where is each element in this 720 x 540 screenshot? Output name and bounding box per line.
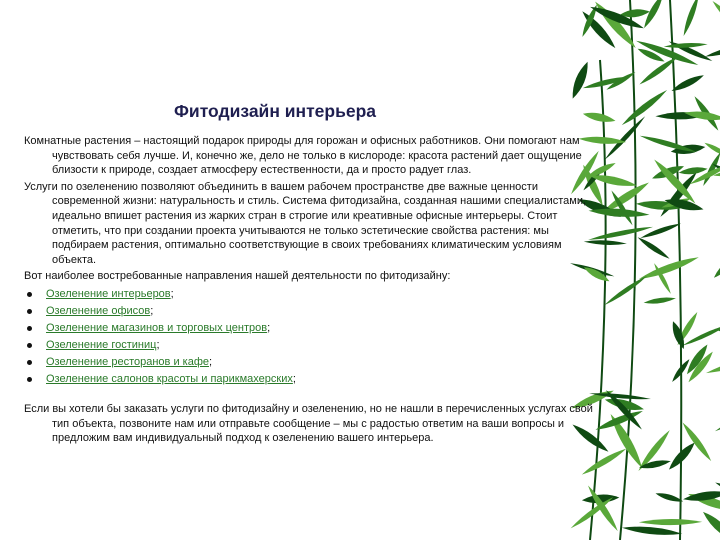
list-item-suffix: ; — [292, 372, 296, 385]
bamboo-leaf — [655, 491, 684, 504]
bamboo-leaf — [640, 221, 682, 240]
bamboo-leaf — [681, 0, 701, 37]
paragraph-plants: Комнатные растения – настоящий подарок природы для горожан и офисных работников. Они помогают нам чувствовать себя лучше. И, конечно же, дело не только в кислороде: красота растений дает ощущение близости к природе, создает атмосферу естественности, да и просто радует глаз. — [24, 135, 582, 177]
service-link-hotels[interactable]: Озеленение гостиниц — [46, 338, 157, 351]
services-intro: Вот наиболее востребованные направления нашей деятельности по фитодизайну: — [24, 270, 451, 283]
list-item-suffix: ; — [267, 321, 271, 334]
bamboo-leaf — [704, 42, 720, 59]
services-list — [24, 286, 604, 388]
list-item — [24, 286, 604, 303]
list-item — [24, 371, 604, 388]
service-link-restaurants[interactable]: Озеленение ресторанов и кафе — [46, 355, 209, 368]
bamboo-leaf — [641, 0, 666, 30]
bamboo-leaf — [710, 0, 720, 32]
service-link-shops[interactable]: Озеленение магазинов и торговых центров — [46, 321, 268, 334]
bamboo-leaf — [700, 509, 720, 540]
service-link-interiors[interactable]: Озеленение интерьеров — [46, 287, 171, 300]
paragraph-services: Услуги по озеленению позволяют объединить в вашем рабочем пространстве две важные ценности современной жизни: натуральность и стиль. Система фитодизайна, созданная нашими специалистами, идеально впишет растения из жарких стран в строгие или креативные офисные интерьеры. Стоит отметить, что при создании проекта учитываются не только эстетические свойства растения: мы подбираем растения, оптимально соответствующие в своих требованиях климатическим условиям объекта. — [24, 180, 587, 266]
bamboo-leaf — [569, 60, 592, 100]
bamboo-leaf — [580, 446, 628, 477]
list-item — [24, 320, 604, 337]
bullet-icon — [27, 343, 32, 348]
bullet-icon — [27, 292, 32, 297]
bamboo-leaf — [643, 296, 676, 306]
bamboo-leaf — [603, 274, 649, 307]
bullet-icon — [27, 377, 32, 382]
content-area — [24, 100, 604, 448]
bamboo-leaf — [620, 87, 669, 127]
bullet-icon — [27, 309, 32, 314]
bamboo-leaf — [639, 519, 702, 525]
spacer — [24, 388, 604, 402]
list-item-suffix: ; — [150, 304, 154, 317]
service-link-offices[interactable]: Озеленение офисов — [46, 304, 151, 317]
bullet-icon — [27, 326, 32, 331]
list-item — [24, 337, 604, 354]
bamboo-leaf — [712, 255, 720, 280]
paragraph-closing: Если вы хотели бы заказать услуги по фитодизайну и озеленению, но не нашли в перечисленных услугах свой тип объекта, позвоните нам или отправьте сообщение – мы с радостью ответим на ваши вопросы и предложим вам индивидуальный подход к озеленению вашего интерьера. — [24, 402, 593, 445]
bullet-icon — [27, 360, 32, 365]
page-title: Фитодизайн интерьера — [174, 101, 376, 121]
bamboo-leaf — [622, 524, 683, 537]
bamboo-leaf — [714, 399, 720, 434]
list-item-suffix: ; — [156, 338, 160, 351]
list-item-suffix: ; — [170, 287, 174, 300]
bamboo-leaf — [636, 235, 671, 261]
list-item — [24, 303, 604, 320]
list-item — [24, 354, 604, 371]
list-item-suffix: ; — [209, 355, 213, 368]
service-link-salons[interactable]: Озеленение салонов красоты и парикмахерских — [46, 372, 293, 385]
